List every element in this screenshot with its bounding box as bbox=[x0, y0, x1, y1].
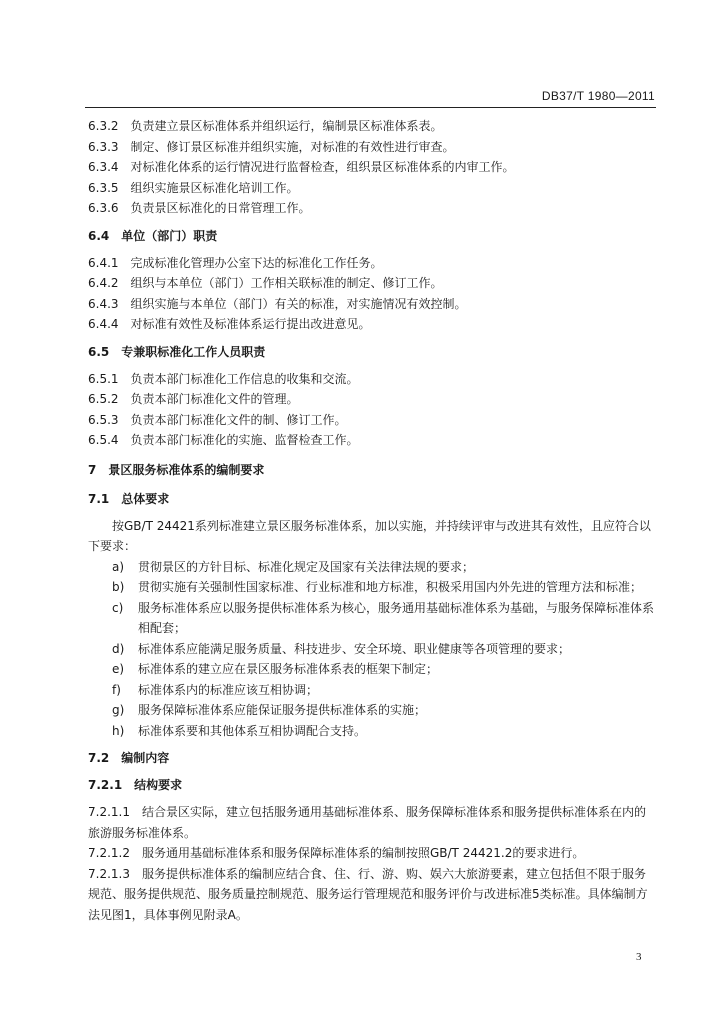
clause-6-3-2: 6.3.2 负责建立景区标准体系并组织运行，编制景区标准体系表。 bbox=[88, 119, 443, 133]
header-rule bbox=[85, 107, 656, 108]
document-body bbox=[88, 116, 655, 925]
clause-6-5-2: 6.5.2 负责本部门标准化文件的管理。 bbox=[88, 392, 299, 406]
clause-6-3-3: 6.3.3 制定、修订景区标准并组织实施，对标准的有效性进行审查。 bbox=[88, 139, 455, 154]
clause-6-3-4: 6.3.4 对标准化体系的运行情况进行监督检查，组织景区标准体系的内审工作。 bbox=[88, 160, 515, 174]
heading-7-1: 7.1 总体要求 bbox=[88, 491, 170, 506]
clause-7-2-1-2: 7.2.1.2 服务通用基础标准体系和服务保障标准体系的编制按照GB/T 24421.2的要求进行。 bbox=[88, 846, 585, 860]
document-code: DB37/T 1980—2011 bbox=[541, 89, 655, 103]
heading-6-5: 6.5 专兼职标准化工作人员职责 bbox=[88, 344, 266, 359]
clause-6-4-1: 6.4.1 完成标准化管理办公室下达的标准化工作任务。 bbox=[88, 255, 383, 270]
clause-6-4-4: 6.4.4 对标准有效性及标准体系运行提出改进意见。 bbox=[88, 317, 371, 331]
clause-6-5-3: 6.5.3 负责本部门标准化文件的制、修订工作。 bbox=[88, 412, 347, 427]
list-item-c: c) 服务标准体系应以服务提供标准体系为核心，服务通用基础标准体系为基础，与服务保障标准体系相配套； bbox=[112, 600, 655, 635]
clause-6-3-6: 6.3.6 负责景区标准化的日常管理工作。 bbox=[88, 201, 311, 215]
clause-7-2-1-1: 7.2.1.1 结合景区实际，建立包括服务通用基础标准体系、服务保障标准体系和服务提供标准体系在内的旅游服务标准体系。 bbox=[88, 805, 646, 840]
clause-6-5-4: 6.5.4 负责本部门标准化的实施、监督检查工作。 bbox=[88, 433, 359, 447]
clause-6-5-1: 6.5.1 负责本部门标准化工作信息的收集和交流。 bbox=[88, 371, 359, 386]
list-item-e: e) 标准体系的建立应在景区服务标准体系表的框架下制定； bbox=[112, 662, 439, 676]
heading-7: 7 景区服务标准体系的编制要求 bbox=[88, 462, 265, 477]
clause-6-3-5: 6.3.5 组织实施景区标准化培训工作。 bbox=[88, 180, 299, 195]
heading-7-2: 7.2 编制内容 bbox=[88, 751, 170, 765]
list-item-g: g) 服务保障标准体系应能保证服务提供标准体系的实施； bbox=[112, 703, 427, 717]
heading-6-4: 6.4 单位（部门）职责 bbox=[88, 228, 218, 243]
list-item-f: f) 标准体系内的标准应该互相协调； bbox=[112, 682, 319, 697]
heading-7-2-1: 7.2.1 结构要求 bbox=[88, 778, 183, 792]
list-item-d: d) 标准体系应能满足服务质量、科技进步、安全环境、职业健康等各项管理的要求； bbox=[112, 641, 571, 656]
list-item-b: b) 贯彻实施有关强制性国家标准、行业标准和地方标准，积极采用国内外先进的管理方法和标准； bbox=[112, 580, 643, 594]
paragraph-7-1: 按GB/T 24421系列标准建立景区服务标准体系，加以实施，并持续评审与改进其有效性，且应符合以下要求： bbox=[88, 518, 651, 553]
list-item-a: a) 贯彻景区的方针目标、标准化规定及国家有关法律法规的要求； bbox=[112, 559, 475, 574]
list-item-h: h) 标准体系要和其他体系互相协调配合支持。 bbox=[112, 723, 367, 738]
clause-6-4-2: 6.4.2 组织与本单位（部门）工作相关联标准的制定、修订工作。 bbox=[88, 276, 443, 290]
clause-7-2-1-3: 7.2.1.3 服务提供标准体系的编制应结合食、住、行、游、购、娱六大旅游要素，建立包括但不限于服务规范、服务提供规范、服务质量控制规范、服务运行管理规范和服务评价与改进标准5类标准。具体编制方法见图1，具体事例见附录A。 bbox=[88, 866, 648, 922]
clause-6-4-3: 6.4.3 组织实施与本单位（部门）有关的标准，对实施情况有效控制。 bbox=[88, 296, 467, 311]
page-number: 3 bbox=[636, 951, 642, 963]
